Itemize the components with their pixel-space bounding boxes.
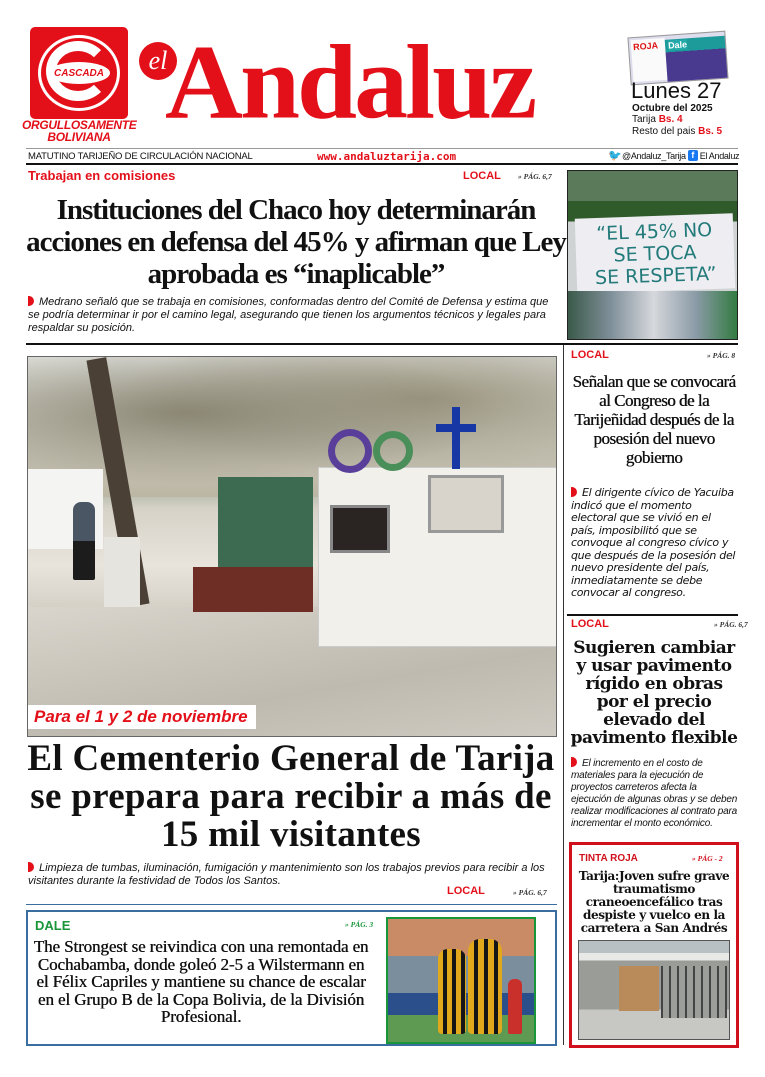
photo-tree-base	[104, 537, 140, 607]
side1-dek-text: El dirigente cívico de Yacuiba indicó que el momento electoral que se vivió en el país, imposibilitó que se convoque al congreso cívico y que después de la posesión del nuevo presidente del país, inmediatamente se debe convocar al congreso.	[571, 486, 736, 599]
photo-tomb-window	[330, 505, 390, 553]
main-section-label: LOCAL	[447, 885, 485, 897]
dale-section-label: DALE	[35, 918, 71, 933]
tinta-section-label: TINTA ROJA	[579, 853, 638, 864]
photo-caption: Para el 1 y 2 de noviembre	[28, 705, 256, 729]
side-divider	[567, 614, 738, 616]
red-bullet-icon	[571, 487, 577, 497]
lead-kicker: Trabajan en comisiones	[28, 168, 176, 183]
side2-dek	[571, 757, 739, 830]
dale-label: Dale	[667, 39, 688, 51]
side1-dek	[571, 487, 736, 600]
photo-tomb-window	[428, 475, 504, 533]
side2-page-ref: » PÁG. 6,7	[714, 620, 748, 629]
sign-line3: SE RESPETA”	[594, 262, 717, 290]
photo-wreath	[328, 429, 372, 473]
football-photo	[386, 917, 536, 1044]
lead-dek-text: Medrano señaló que se trabaja en comisiones, conformadas dentro del Comité de Defensa y estima que se podría determinar ir por el camino legal, asegurando que tienen los argumentos técnicos y legales para respaldar su posición.	[28, 296, 549, 334]
photo-player	[508, 979, 522, 1034]
masthead-divider-bottom	[26, 163, 738, 165]
main-headline[interactable]: El Cementerio General de Tarija se prepara para recibir a más de 15 mil visitantes	[27, 738, 555, 855]
side1-section-label: LOCAL	[571, 349, 609, 361]
lead-section-label: LOCAL	[463, 170, 501, 182]
logo-text: CASCADA	[48, 62, 110, 84]
masthead-divider-top	[26, 148, 738, 149]
photo-gate	[661, 966, 727, 1018]
cemetery-photo[interactable]	[27, 356, 557, 737]
facebook-name[interactable]: El Andaluz	[699, 150, 740, 161]
photo-person	[73, 502, 95, 580]
photo-player	[438, 949, 466, 1034]
logo-tagline-line2: BOLIVIANA	[47, 130, 111, 144]
tagline: MATUTINO TARIJEÑO DE CIRCULACIÓN NACIONAL	[28, 151, 253, 162]
photo-guard-booth	[619, 966, 659, 1011]
price-national-value: Bs. 5	[698, 126, 723, 137]
el-badge: el	[139, 42, 177, 80]
dale-page-ref: » PÁG. 3	[345, 920, 374, 929]
cascada-logo	[30, 27, 128, 119]
tinta-photo	[578, 940, 730, 1040]
main-dek-text: Limpieza de tumbas, iluminación, fumigación y mantenimiento son los trabajos previos para recibir a los visitantes durante la festividad de Todos los Santos.	[28, 862, 545, 887]
lead-headline[interactable]: Instituciones del Chaco hoy determinarán acciones en defensa del 45% y afirman que Ley aprobada es “inaplicable”	[26, 194, 566, 290]
price-local-value: Bs. 4	[658, 114, 683, 125]
roja-label: ROJA	[632, 40, 659, 53]
tinta-headline[interactable]: Tarija:Joven sufre grave traumatismo craneoencefálico tras despiste y vuelco en la carretera a San Andrés	[578, 869, 730, 935]
lead-dek	[28, 296, 560, 335]
issue-day: Lunes 27	[631, 78, 722, 103]
sign-line2: SE TOCA	[613, 241, 697, 267]
side2-headline[interactable]: Sugieren cambiar y usar pavimento rígido en obras por el precio elevado del pavimento flexible	[570, 638, 738, 748]
side2-dek-text: El incremento en el costo de materiales para la ejecución de proyectos carreteros afecta la ejecución de algunas obras y se deben realizar modificaciones al contrato para incrementar el monto económico.	[571, 758, 738, 829]
price-national	[632, 126, 722, 137]
lead-page-ref: » PÁG. 6,7	[518, 172, 552, 181]
protest-crowd	[568, 291, 738, 340]
red-bullet-icon	[28, 862, 34, 872]
column-divider	[563, 345, 564, 1045]
photo-cross-bar	[436, 424, 476, 432]
facebook-icon[interactable]: f	[688, 150, 698, 161]
photo-cross	[452, 407, 460, 469]
photo-wreath	[373, 431, 413, 471]
side2-section-label: LOCAL	[571, 618, 609, 630]
photo-player	[468, 939, 502, 1034]
price-local	[632, 114, 683, 125]
price-national-label: Resto del pais	[632, 126, 696, 137]
dale-sports-box[interactable]	[26, 910, 557, 1046]
dale-thumbnail	[665, 36, 728, 82]
lead-divider	[26, 343, 738, 345]
protest-sign	[575, 213, 736, 293]
logo-tagline-line1: ORGULLOSAMENTE	[22, 118, 137, 132]
twitter-handle[interactable]: @Andaluz_Tarija	[622, 150, 686, 161]
roja-thumbnail	[631, 38, 668, 82]
price-local-label: Tarija	[632, 114, 656, 125]
photo-brick-tomb	[193, 567, 313, 612]
photo-green-tomb	[218, 477, 313, 577]
social-links	[608, 150, 739, 161]
sign-line1: “EL 45% NO	[595, 218, 713, 246]
issue-month-year: Octubre del 2025	[632, 103, 713, 114]
side1-headline[interactable]: Señalan que se convocará al Congreso de la Tarijeñidad después de la posesión del nuevo gobierno	[572, 372, 736, 467]
tinta-roja-box[interactable]	[569, 842, 739, 1048]
tinta-page-ref: » PÁG - 2	[692, 854, 723, 863]
dale-divider	[26, 904, 557, 905]
newspaper-title: Andaluz	[165, 24, 535, 141]
side1-page-ref: » PÁG. 8	[707, 351, 736, 360]
protest-photo[interactable]	[567, 170, 738, 340]
main-page-ref: » PÁG. 6,7	[513, 888, 547, 897]
red-bullet-icon	[28, 296, 34, 306]
twitter-icon[interactable]: 🐦	[608, 149, 622, 162]
logo-tagline	[22, 119, 136, 143]
website-link[interactable]: www.andaluztarija.com	[317, 150, 457, 163]
dale-headline[interactable]: The Strongest se reivindica con una remontada en Cochabamba, donde goleó 2-5 a Wilstermann en el Félix Capriles y mantiene su chance de escalar en el Grupo B de la Copa Bolivia, de la División Profesional.	[33, 937, 369, 1026]
red-bullet-icon	[571, 757, 577, 767]
